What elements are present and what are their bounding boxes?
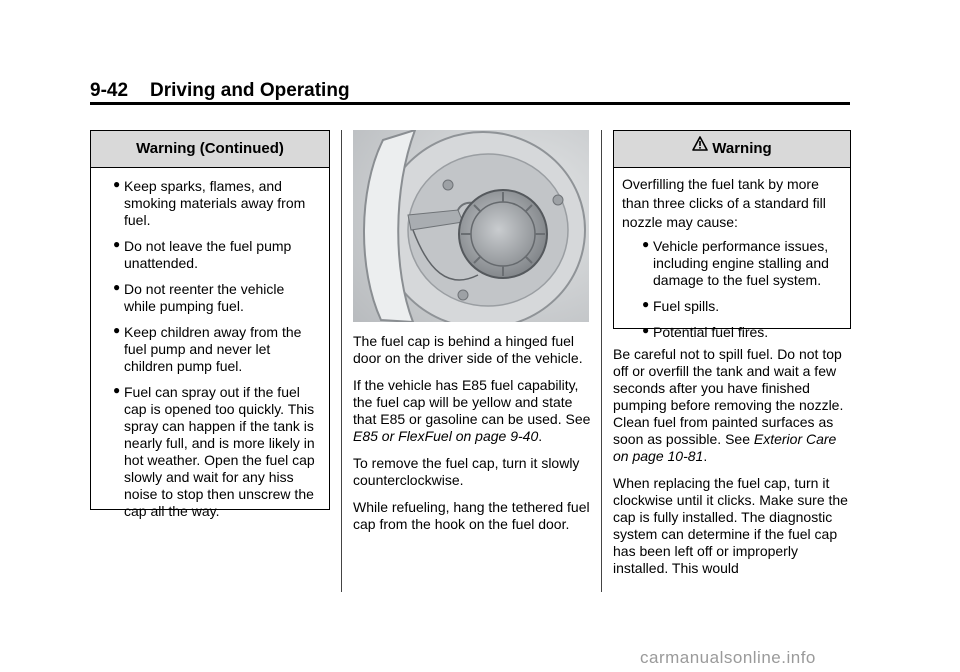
fuel-door-photo <box>353 130 589 322</box>
bullet-icon: ● <box>113 383 121 397</box>
page-number: 9-42 <box>90 80 129 101</box>
warning-intro: Overfilling the fuel tank by more than three clicks of a standard fill nozzle may cause: <box>622 176 826 230</box>
warning-bullet: ● Keep children away from the fuel pump and never let children pump fuel. <box>113 323 302 374</box>
right-column-text <box>613 346 853 587</box>
bullet-icon: ● <box>113 237 121 251</box>
watermark: carmanualsonline.info <box>640 648 816 667</box>
bullet-icon: ● <box>642 297 650 311</box>
middle-column-text <box>353 333 593 543</box>
bullet-icon: ● <box>113 177 121 191</box>
warning-triangle-icon <box>692 129 708 165</box>
e85-text: If the vehicle has E85 fuel capability, the fuel cap will be yellow and state that E85 or gasoline can be used. See E85 or FlexFuel on page 9-40. <box>353 377 591 444</box>
warning-bullet: ● Potential fuel fires. <box>642 323 769 340</box>
warning-bullet: ● Fuel spills. <box>642 297 720 314</box>
spill-caution-text: Be careful not to spill fuel. Do not top off or overfill the tank and wait a few seconds after you have finished pumping before removing the nozzle. Clean fuel from painted surfaces as soon as possible. See Exterior Care on page 10-81. <box>613 346 844 464</box>
column-divider-right <box>601 130 602 592</box>
warning-bullet: ● Do not reenter the vehicle while pumping fuel. <box>113 280 285 314</box>
warning-continued-title: Warning (Continued) <box>91 131 329 168</box>
replacing-cap-text: When replacing the fuel cap, turn it clockwise until it clicks. Make sure the cap is fully installed. The diagnostic system can determine if the fuel cap has been left off or improperly installed. This would <box>613 475 848 576</box>
bullet-icon: ● <box>642 237 650 251</box>
bullet-icon: ● <box>113 323 121 337</box>
warning-bullet: ● Keep sparks, flames, and smoking materials away from fuel. <box>113 177 306 228</box>
refuel-hang-cap-text: While refueling, hang the tethered fuel cap from the hook on the fuel door. <box>353 499 590 532</box>
e85-page-ref: E85 or FlexFuel on page 9-40 <box>353 428 539 444</box>
warning-box <box>613 130 851 340</box>
header-rule <box>90 102 850 105</box>
warning-continued-box <box>90 130 330 519</box>
column-divider-left <box>341 130 342 592</box>
remove-cap-text: To remove the fuel cap, turn it slowly counterclockwise. <box>353 455 580 488</box>
fuel-door-illustration <box>353 130 589 322</box>
section-title: Driving and Operating <box>150 80 350 101</box>
fuel-cap-location-text: The fuel cap is behind a hinged fuel door on the driver side of the vehicle. <box>353 333 583 366</box>
warning-bullet: ● Fuel can spray out if the fuel cap is opened too quickly. This spray can happen if the tank is nearly full, and is more likely in hot weather. Open the fuel cap slowly and wait for any hiss noise to stop then unscrew the cap all the way. <box>113 383 315 519</box>
warning-header <box>614 131 850 168</box>
bullet-icon: ● <box>642 323 650 337</box>
warning-bullet: ● Do not leave the fuel pump unattended. <box>113 237 292 271</box>
page-header <box>90 80 350 102</box>
warning-bullet: ● Vehicle performance issues, including engine stalling and damage to the fuel system. <box>642 237 829 288</box>
bullet-icon: ● <box>113 280 121 294</box>
warning-title: Warning <box>712 140 772 157</box>
exterior-care-page-ref: Exterior Care on page 10-81 <box>613 431 837 464</box>
